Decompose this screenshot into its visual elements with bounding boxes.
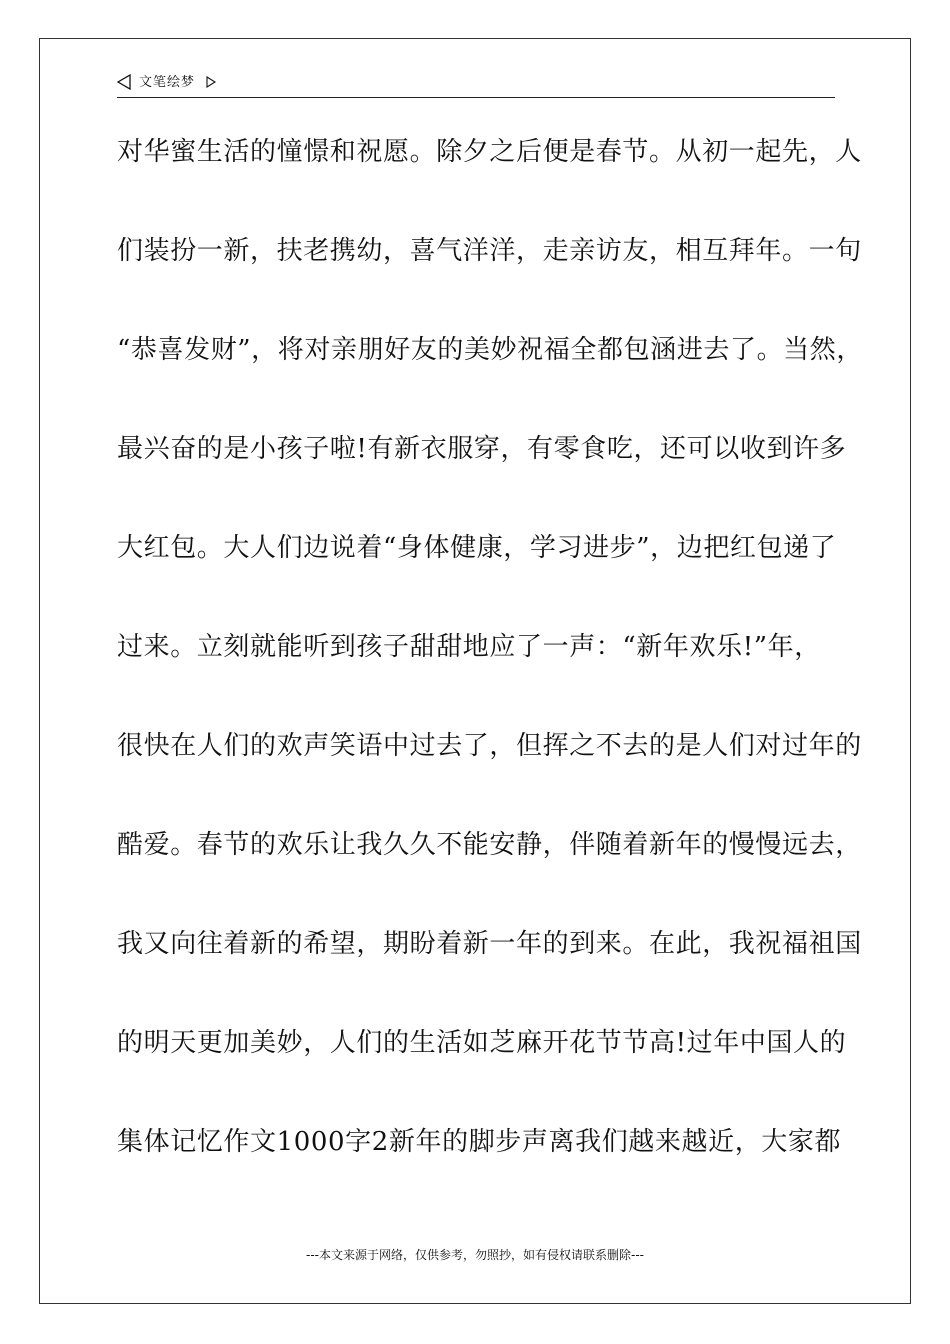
text-line: “恭喜发财”，将对亲朋好友的美妙祝福全都包涵进去了。当然，	[117, 335, 863, 365]
text-line: 过来。立刻就能听到孩子甜甜地应了一声：“新年欢乐!”年，	[117, 632, 821, 662]
text-line: 对华蜜生活的憧憬和祝愿。除夕之后便是春节。从初一起先，人	[117, 137, 862, 167]
text-line: 的明天更加美妙，人们的生活如芝麻开花节节高!过年中国人的	[117, 1028, 847, 1058]
text-line: 们装扮一新，扶老携幼，喜气洋洋，走亲访友，相互拜年。一句	[117, 236, 862, 266]
page-footer-disclaimer: ---本文来源于网络，仅供参考，勿照抄，如有侵权请联系删除---	[306, 1248, 644, 1262]
page-header	[117, 72, 835, 98]
header-title: 文笔绘梦	[139, 75, 196, 90]
text-line: 最兴奋的是小孩子啦!有新衣服穿，有零食吃，还可以收到许多	[117, 434, 847, 464]
text-line: 很快在人们的欢声笑语中过去了，但挥之不去的是人们对过年的	[117, 731, 862, 761]
triangle-left-outline-icon	[117, 74, 131, 90]
triangle-right-outline-icon	[206, 76, 216, 88]
text-line: 集体记忆作文1000字2新年的脚步声离我们越来越近，大家都	[117, 1127, 842, 1157]
text-line: 大红包。大人们边说着“身体健康，学习进步”，边把红包递了	[117, 533, 837, 563]
text-line: 我又向往着新的希望，期盼着新一年的到来。在此，我祝福祖国	[117, 929, 862, 959]
document-body	[117, 126, 863, 1215]
text-line: 酷爱。春节的欢乐让我久久不能安静，伴随着新年的慢慢远去，	[117, 830, 862, 860]
